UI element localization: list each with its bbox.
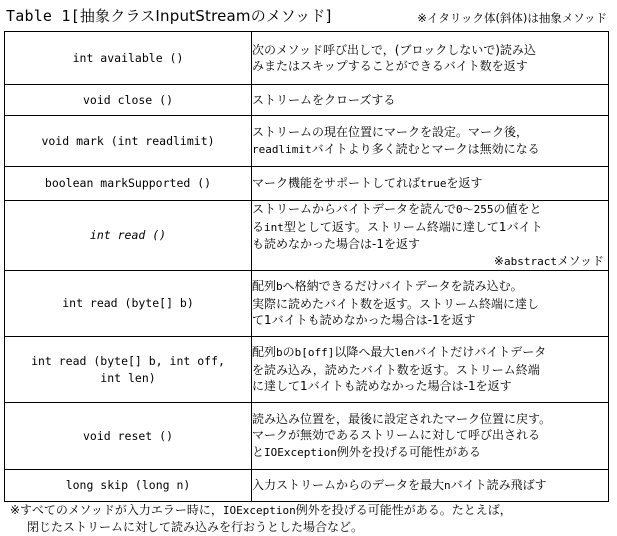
method-signature: int read (byte[] b): [5, 271, 252, 337]
table-row: [5, 167, 609, 201]
title-row: [6, 4, 611, 26]
table-row: [5, 271, 609, 337]
method-description: ストリームからバイトデータを読んで0～255の値をと るint型として返す。ストリーム終端に達して1バイト も読めなかった場合は-1を返す ※abstractメソッド: [252, 201, 609, 271]
method-signature: int read (): [5, 201, 252, 271]
method-description: 次のメソッド呼び出しで，(ブロックしないで)読み込 みまたはスキップすることができるバイト数を返す: [252, 32, 609, 85]
abstract-method-note: ※abstractメソッド: [493, 253, 604, 268]
table-title: Table 1[抽象クラスInputStreamのメソッド]: [6, 7, 332, 25]
method-signature: long skip (long n): [5, 470, 252, 502]
method-description: 読み込み位置を，最後に設定されたマーク位置に戻す。 マークが無効であるストリームに対して呼び出される とIOException例外を投げる可能性がある: [252, 403, 609, 470]
table-row: [5, 85, 609, 116]
method-signature: void close (): [5, 85, 252, 116]
table-row: [5, 337, 609, 403]
method-description: マーク機能をサポートしてればtrueを返す: [252, 167, 609, 201]
table-row: [5, 470, 609, 502]
method-description: 配列bへ格納できるだけバイトデータを読み込む。 実際に読めたバイト数を返す。ストリーム終端に達し て1バイトも読めなかった場合は-1を返す: [252, 271, 609, 337]
method-signature: void reset (): [5, 403, 252, 470]
method-description: ストリームの現在位置にマークを設定。マーク後， readlimitバイトより多く読むとマークは無効になる: [252, 116, 609, 167]
table-row: [5, 201, 609, 271]
footnote: ※すべてのメソッドが入力エラー時に，IOException例外を投げる可能性がある。たとえば， 閉じたストリームに対して読み込みを行おうとした場合など。: [10, 503, 512, 534]
method-signature: boolean markSupported (): [5, 167, 252, 201]
table-row: [5, 116, 609, 167]
method-signature: int available (): [5, 32, 252, 85]
table-row: [5, 403, 609, 470]
method-description: 入力ストリームからのデータを最大nバイト読み飛ばす: [252, 470, 609, 502]
italic-legend-note: ※イタリック体(斜体)は抽象メソッド: [417, 11, 607, 25]
method-description: ストリームをクローズする: [252, 85, 609, 116]
method-signature: void mark (int readlimit): [5, 116, 252, 167]
method-description: 配列bのb[off]以降へ最大lenバイトだけバイトデータ を読み込み，読めたバイト数を返す。ストリーム終端 に達して1バイトも読めなかった場合は-1を返す: [252, 337, 609, 403]
table-row: [5, 32, 609, 85]
method-table: [4, 31, 609, 502]
method-signature: int read (byte[] b, int off, int len): [5, 337, 252, 403]
